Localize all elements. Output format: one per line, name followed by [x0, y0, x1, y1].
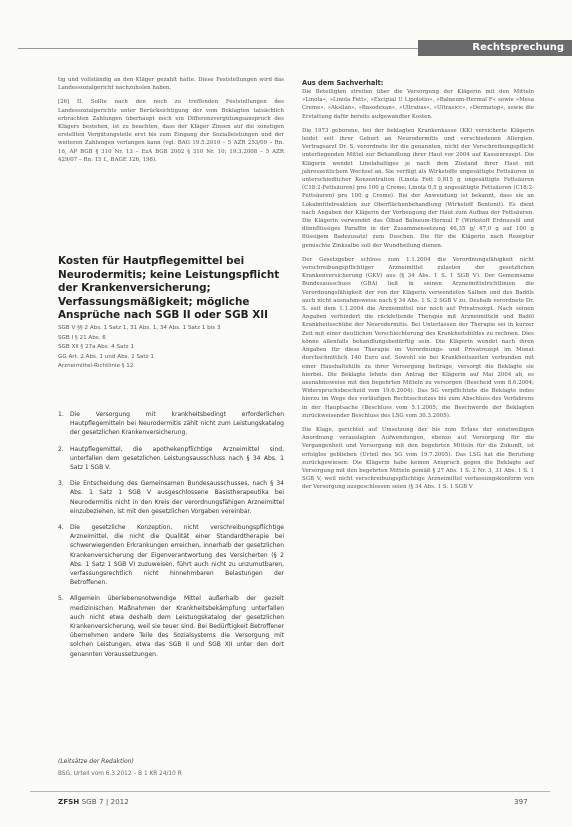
right-paragraph: Die Klage, gerichtet auf Umsetzung der bis zum Erlass der einstweiligen Anordnung verauslagten Aufwendungen, ebenso auf Versorgung für die Vergangenheit und Versorgung mit den begehrten Mitteln für die Zukunft, ist erfolglos geblieben (Urteil des SG vom 19.7.2005). Das LSG hat die Berufung zurückgewiesen: Die Klägerin habe keinen Anspruch gegen die Beklagte auf Versorgung mit den begehrten Mitteln gemäß § 27 Abs. 1 S. 2 Nr. 3, 31 Abs. 1 S. 1 SGB V, weil nicht verschreibungspflichtige Arzneimittel verfassungskonform von der Versorgung ausgeschlossen seien (§ 34 Abs. 1 S. 1 SGB V: [302, 426, 534, 491]
header-rule: [18, 48, 418, 49]
guideline-item: [58, 594, 284, 658]
guideline-number: 3.: [58, 480, 64, 488]
article-title: Kosten für Hautpflegemittel bei Neurodermitis; keine Leistungspflicht der Krankenversicherung; Verfassungsmäßigkeit; mögliche Ansprüche nach SGB II oder SGB XII: [58, 255, 280, 322]
journal-name: ZFSH: [58, 797, 80, 806]
right-paragraph: Die Beteiligten streiten über die Versorgung der Klägerin mit den Mitteln »Linola«, »Linola Fett«, »Excipial U Lipolotio«, »Balneum-Hermal F« sowie »Mesa Creme«, »Aksilan«, »Basodexan«, »Ultrabas«, »Ultrasicc«, »Dermatop«, sowie die Erstattung dafür bereits aufgewandter Kosten.: [302, 89, 534, 120]
norm-item: SGB XII § 27a Abs. 4 Satz 1: [58, 344, 134, 350]
norm-item: GG Art. 2 Abs. 1 und Abs. 2 Satz 1: [58, 353, 154, 360]
footer-rule: [30, 791, 550, 792]
guideline-text: Die Entscheidung des Gemeinsamen Bundesausschusses, nach § 34 Abs. 1 Satz 1 SGB V ausgeschlossene Basistherapeutika bei Neurodermitis nicht in den Kreis der verordnungsfähigen Arzneimittel einzubeziehen, ist mit den gesetzlichen Vorgaben vereinbar.: [70, 480, 284, 515]
guideline-text: Die Versorgung mit krankheitsbedingt erforderlichen Hautpflegemitteln bei Neurodermitis zählt nicht zum Leistungskatalog der gesetzlichen Krankenversicherung.: [70, 411, 284, 437]
guideline-number: 5.: [58, 595, 64, 603]
journal-edition: SGB 7 | 2012: [81, 797, 129, 806]
section-tab: Rechtsprechung: [418, 40, 572, 56]
guideline-number: 1.: [58, 411, 64, 418]
left-paragraph: tig und vollständig an den Kläger gezahlt hatte. Diese Feststellungen wird das Landessozialgericht nachzuholen haben.: [58, 77, 284, 92]
court-citation: BSG, Urteil vom 6.3.2012 – B 1 KR 24/10 R: [58, 771, 182, 777]
journal-label: [58, 797, 129, 806]
norm-item: SGB V §§ 2 Abs. 1 Satz 1, 31 Abs. 1, 34 Abs. 1 Satz 1 bis 3: [58, 325, 221, 331]
right-paragraph: Der Gesetzgeber schloss zum 1.1.2004 die Verordnungsfähigkeit nicht verschreibungspflichtiger Arzneimittel zulasten der gesetzlichen Krankenversicherung (GKV) aus (§ 34 Abs. 1 S. 1 SGB V). Der Gemeinsame Bundesausschuss (GBA) ließ in seinen Arzneimittelrichtlinien die Verordnungsfähigkeit der von der Klägerin verwendeten Salben und des Badöls auch nicht ausnahmsweise nach § 34 Abs. 1 S. 2 SGB V zu. Deshalb verordnete Dr. S. seit dem 1.1.2004 die Arzneimittel nur noch auf Privatrezept. Nach seinen Angaben verhindert die rückfettende Therapie mit Arzneimitteln und Badöl Krankheitsschübe der Neurodermitis. Bei Unterlassen der Therapie sei in kurzer Zeit mit einer deutlichen Verschlechterung des Krankheitsbildes zu rechnen. Dies könne allenfalls behandlungsbedürftig sein. Die Klägerin wendet nach ihren Angaben für diese Therapie im Verordnungs- und Privatrezept im Monat durchschnittlich 140 Euro auf. Sowohl sie bei Krankheitszeiten verbunden mit einer Haushaltshilfe zu ihrer Versorgung beitrage, versorgt die Beklagte sie hierbei. Die Beklagte lehnte den Antrag der Klägerin auf Mai 2004 ab, es ausnahmsweise mit den begehrten Mitteln zu versorgen (Bescheid vom 8.6.2004; Widerspruchsbescheid vom 19.6.2004). Das SG verpflichtete die Beklagte indes hierzu im Wege des vorläufigen Rechtsschutzes bis zum Abschluss des Verfahrens in der Hauptsache (Beschluss vom 5.1.2005; die Beschwerde der Beklagten zurückweisender Beschluss des LSG vom 30.3.2005).: [302, 256, 534, 419]
right-paragraph: Die 1973 geborene, bei der beklagten Krankenkasse (KK) versicherte Klägerin leidet seit ihrer Geburt an Neurodermitis und verschiedenen Allergien. Vertragsarzt Dr. S. verordnete ihr die genannten, nicht der Verschreibungspflicht unterliegenden Mittel zur Behandlung ihrer Haut vor 2004 auf Kassenrezept. Die Klägerin wendet Linolahaltiges je nach dem Zustand ihrer Haut mit jahreszeitlichem Wechsel an. Sie verfügt als Wirkstoffe ungesättigte Fettsäuren in unterschiedlicher Konzentration (Linola Fett 0,815 g ungesättigte Fettsäuren (C18:2-Fettsäuren) pro 100 g Creme; Linola 0,5 g ungesättigte Fettsäuren (C18:2-Fettsäuren) pro 100 g Creme). Bei der Anwendung ist bekannt, dass sie an Lokalmittelreaktion zur Oberflächenbehandlung (Wirkstoff Bentonit). Es dient nach Angaben der Klägerin der Vorbeugung der Haut zum Aufbau der Fettsäuren. Die Klägerin verwendet das Ölbad Balneum-Hermal F (Wirkstoff Erdnussöl und dünnflüssiges Paraffin in der Zusammensetzung 46,35 g/ 47,0 g auf 100 g flüssigem Badezusatz) zum Duschen. Die für die Klägerin nach Rezeptur gemischte Zinksalbe soll der Wundheilung dienen.: [302, 127, 534, 249]
guideline-text: Die gesetzliche Konzeption, nicht verschreibungspflichtige Arzneimittel, die nicht die Qualität einer Standardtherapie bei schwerwiegenden Erkrankungen erreichen, innerhalb der gesetzlichen Krankenversicherung der Eigenverantwortung des Versicherten (§ 2 Abs. 1 Satz 1 SGB V) zuzuweisen, führt auch nicht zu unzumutbaren, verfassungsrechtlich nicht hinnehmbaren Belastungen der Betroffenen.: [70, 524, 284, 587]
guideline-text: Allgemein überlebensnotwendige Mittel außerhalb der gezielt medizinischen Maßnahmen der Krankheitsbekämpfung unterfallen auch nicht etwa deshalb dem Leistungskatalog der gesetzlichen Krankenversicherung, weil sie teuer sind. Bei Bedürftigkeit Betroffener übernehmen andere Teile des Sozialsystems die Versorgung mit solchen Leistungen, etwa das SGB II und SGB XII unter den dort genannten Voraussetzungen.: [70, 595, 284, 658]
guideline-number: 4.: [58, 524, 64, 532]
guideline-item: [58, 479, 284, 516]
guideline-text: Hautpflegemittel, die apothekenpflichtige Arzneimittel sind, unterfallen dem gesetzlichen Leistungsausschluss nach § 34 Abs. 1 Satz 1 SGB V.: [70, 445, 284, 472]
guideline-item: [58, 523, 284, 587]
guideline-item: [58, 410, 284, 438]
facts-heading: Aus dem Sachverhalt:: [302, 79, 384, 87]
right-column: [302, 79, 534, 498]
page-number: 397: [514, 797, 528, 806]
editor-note: (Leitsätze der Redaktion): [58, 758, 134, 765]
norm-item: Arzneimittel-Richtlinie § 12: [58, 363, 134, 369]
left-paragraph: [26] II. Sollte nach den noch zu treffenden Feststellungen des Landessozialgerichts unter Berücksichtigung der vom Beklagten tatsächlich erbrachten Zahlungen überhaupt noch ein Differenzvergütungsanspruch des Klägers bestehen, ist zu beachten, dass der Kläger Zinsen auf die sonstigen erstellten Vergütungsteile erst bis zum Eingang der Sozialleistungen und der weiteren Zahlungen verlangen kann (vgl. BAG 19.5.2010 – 5 AZR 253/09 – Rn. 16, AP BGB § 310 Nr. 13 – EzA BGB 2002 § 310 Nr. 10; 19.3.2008 – 5 AZR 429/07 – Rn. 15 f., BAGE 126, 198).: [58, 99, 284, 163]
guideline-item: [58, 445, 284, 473]
guideline-number: 2.: [58, 445, 64, 453]
left-column-top: [58, 76, 284, 170]
norm-list: [58, 324, 284, 372]
norm-item: SGB I § 21 Abs. 6: [58, 334, 106, 341]
guideline-list: [58, 410, 284, 666]
